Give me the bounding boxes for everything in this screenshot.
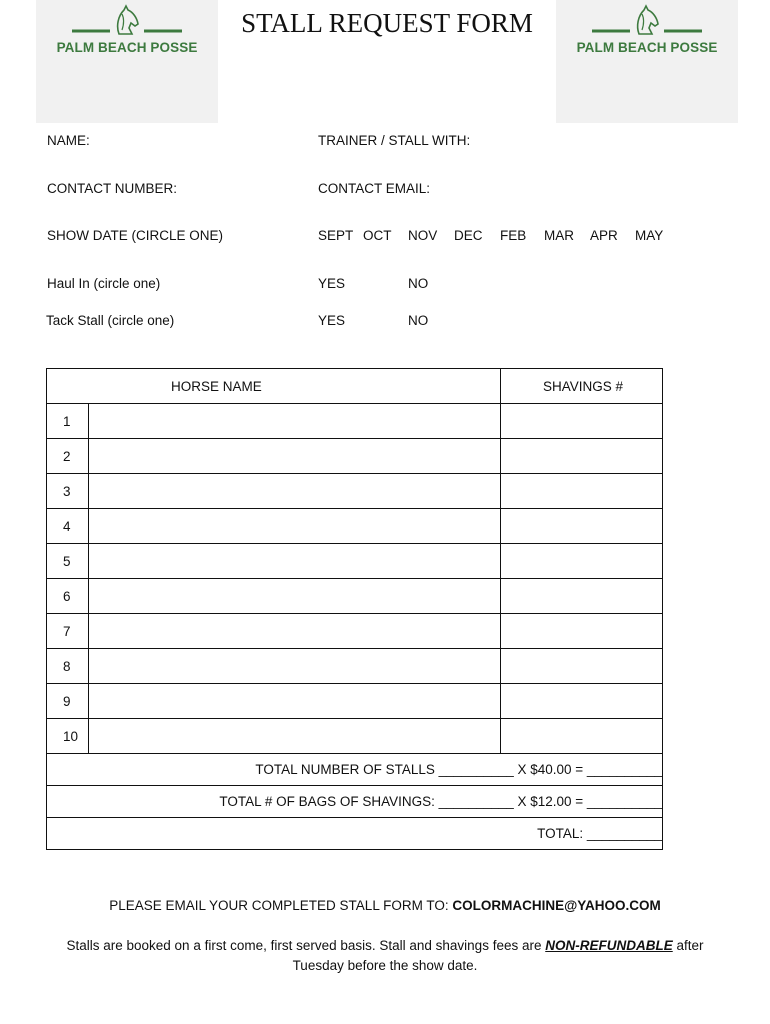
horse-name-cell[interactable] [89, 544, 501, 579]
table-row [47, 614, 663, 649]
contact-number-label: CONTACT NUMBER: [47, 181, 178, 196]
shavings-cell[interactable] [501, 614, 663, 649]
month-option[interactable]: NOV [408, 228, 438, 243]
month-option[interactable]: APR [590, 228, 618, 243]
month-option[interactable]: OCT [363, 228, 392, 243]
row-number: 2 [47, 439, 89, 474]
shavings-cell[interactable] [501, 579, 663, 614]
logo-brand-text: PALM BEACH POSSE [576, 40, 718, 55]
row-number: 1 [47, 404, 89, 439]
shavings-cell[interactable] [501, 439, 663, 474]
shavings-cell[interactable] [501, 649, 663, 684]
shavings-cell[interactable] [501, 544, 663, 579]
non-refundable-emphasis: NON-REFUNDABLE [545, 938, 673, 953]
row-number: 9 [47, 684, 89, 719]
logo-left [36, 0, 218, 123]
total-shavings-row [47, 786, 663, 818]
month-option[interactable]: FEB [500, 228, 527, 243]
table-row [47, 544, 663, 579]
row-number: 5 [47, 544, 89, 579]
horse-head-logo-icon [556, 4, 738, 38]
email-instruction [0, 898, 770, 913]
email-instruction-text: PLEASE EMAIL YOUR COMPLETED STALL FORM TO: [109, 898, 453, 913]
total-stalls-row [47, 754, 663, 786]
policy-text-end: after Tuesday before the show date. [292, 938, 704, 973]
row-number: 10 [47, 719, 89, 754]
logo-brand-text: PALM BEACH POSSE [56, 40, 198, 55]
page-title: STALL REQUEST FORM [241, 8, 533, 38]
horse-name-cell[interactable] [89, 719, 501, 754]
month-option[interactable]: SEPT [318, 228, 354, 243]
table-row [47, 649, 663, 684]
horse-name-cell[interactable] [89, 614, 501, 649]
horse-name-cell[interactable] [89, 509, 501, 544]
table-row [47, 509, 663, 544]
month-option[interactable]: DEC [454, 228, 483, 243]
grand-total-line[interactable]: TOTAL: __________ [47, 818, 663, 850]
grand-total-row [47, 818, 663, 850]
trainer-label: TRAINER / STALL WITH: [318, 133, 471, 148]
logo-right [556, 0, 738, 123]
shavings-cell[interactable] [501, 509, 663, 544]
refund-policy [62, 936, 708, 976]
haul-in-yes-option[interactable]: YES [318, 276, 346, 291]
table-row [47, 719, 663, 754]
policy-text: Stalls are booked on a first come, first served basis. Stall and shavings fees are [66, 938, 546, 953]
month-option[interactable]: MAY [635, 228, 664, 243]
table-row [47, 404, 663, 439]
tack-stall-yes-option[interactable]: YES [318, 313, 346, 328]
contact-email-label: CONTACT EMAIL: [318, 181, 431, 196]
horse-name-cell[interactable] [89, 649, 501, 684]
tack-stall-label: Tack Stall (circle one) [46, 313, 175, 328]
row-number: 3 [47, 474, 89, 509]
show-date-label: SHOW DATE (CIRCLE ONE) [47, 228, 224, 243]
horse-head-logo-icon [36, 4, 218, 38]
shavings-header: SHAVINGS # [501, 369, 663, 404]
shavings-cell[interactable] [501, 719, 663, 754]
table-row [47, 474, 663, 509]
month-option[interactable]: MAR [544, 228, 574, 243]
row-number: 8 [47, 649, 89, 684]
total-stalls-line[interactable]: TOTAL NUMBER OF STALLS __________ X $40.00 = __________ [47, 754, 663, 786]
table-row [47, 439, 663, 474]
shavings-cell[interactable] [501, 474, 663, 509]
row-number: 4 [47, 509, 89, 544]
table-row [47, 579, 663, 614]
table-row [47, 684, 663, 719]
haul-in-label: Haul In (circle one) [47, 276, 161, 291]
horse-name-header: HORSE NAME [47, 369, 501, 404]
name-label: NAME: [47, 133, 90, 148]
horse-name-cell[interactable] [89, 684, 501, 719]
row-number: 7 [47, 614, 89, 649]
total-shavings-line[interactable]: TOTAL # OF BAGS OF SHAVINGS: __________ X $12.00 = __________ [47, 786, 663, 818]
table-header-row [47, 369, 663, 404]
shavings-cell[interactable] [501, 684, 663, 719]
horse-name-cell[interactable] [89, 439, 501, 474]
row-number: 6 [47, 579, 89, 614]
horse-name-cell[interactable] [89, 474, 501, 509]
haul-in-no-option[interactable]: NO [408, 276, 429, 291]
contact-email-address[interactable]: COLORMACHINE@YAHOO.COM [452, 898, 661, 913]
tack-stall-no-option[interactable]: NO [408, 313, 429, 328]
horse-table [46, 368, 663, 850]
horse-name-cell[interactable] [89, 579, 501, 614]
horse-name-cell[interactable] [89, 404, 501, 439]
shavings-cell[interactable] [501, 404, 663, 439]
